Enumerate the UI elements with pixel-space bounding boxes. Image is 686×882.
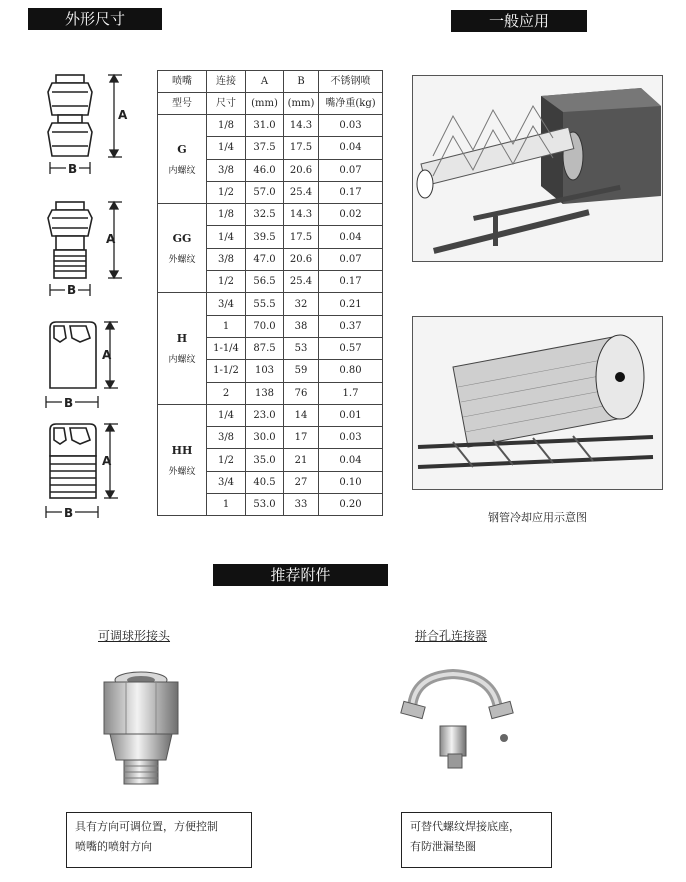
model-cell <box>158 115 207 204</box>
table-cell: 1 <box>207 315 246 337</box>
model-name: HH <box>171 443 193 457</box>
split-connector-image <box>398 668 523 778</box>
col-header: 不锈钢喷 <box>319 71 383 93</box>
table-cell: 1/4 <box>207 226 246 248</box>
table-cell: 138 <box>246 382 284 404</box>
accessories-header: 推荐附件 <box>213 564 388 586</box>
table-header-row-2 <box>158 93 383 115</box>
table-cell: 20.6 <box>284 248 319 270</box>
table-cell: 31.0 <box>246 115 284 137</box>
nozzle-h-drawing <box>38 318 128 418</box>
table-cell: 1.7 <box>319 382 383 404</box>
table-cell: 2 <box>207 382 246 404</box>
table-header-row-1 <box>158 71 383 93</box>
table-cell: 53 <box>284 337 319 359</box>
table-cell: 0.03 <box>319 427 383 449</box>
col-header: (mm) <box>284 93 319 115</box>
table-cell: 56.5 <box>246 271 284 293</box>
table-cell: 0.37 <box>319 315 383 337</box>
ball-joint-image <box>96 668 186 788</box>
nozzle-g-a-label: A <box>118 108 128 122</box>
table-cell: 70.0 <box>246 315 284 337</box>
table-cell: 1/4 <box>207 137 246 159</box>
table-cell: 40.5 <box>246 471 284 493</box>
table-cell: 0.17 <box>319 181 383 203</box>
table-cell: 1/2 <box>207 271 246 293</box>
model-name: H <box>176 332 188 346</box>
table-cell: 0.02 <box>319 204 383 226</box>
table-cell: 0.07 <box>319 159 383 181</box>
table-cell: 0.17 <box>319 271 383 293</box>
thread-type: 内螺纹 <box>168 165 196 176</box>
model-name: GG <box>172 231 192 245</box>
table-cell: 55.5 <box>246 293 284 315</box>
application-header: 一般应用 <box>451 10 587 32</box>
table-cell: 32.5 <box>246 204 284 226</box>
table-cell: 17 <box>284 427 319 449</box>
accessory-desc-line: 喷嘴的喷射方向 <box>75 840 152 853</box>
table-cell: 23.0 <box>246 404 284 426</box>
table-cell: 3/8 <box>207 427 246 449</box>
table-cell: 0.04 <box>319 449 383 471</box>
accessory-title-ball-joint: 可调球形接头 <box>98 629 171 643</box>
table-cell: 17.5 <box>284 137 319 159</box>
table-cell: 0.04 <box>319 226 383 248</box>
table-cell: 1/2 <box>207 181 246 203</box>
table-cell: 25.4 <box>284 181 319 203</box>
application-photo-bottom <box>412 316 663 490</box>
dimensions-header: 外形尺寸 <box>28 8 162 30</box>
nozzle-g-drawing <box>42 70 132 185</box>
accessory-desc-line: 可替代螺纹焊接底座， <box>410 820 520 833</box>
pipe-spray-illustration-2 <box>413 317 662 489</box>
table-cell: 46.0 <box>246 159 284 181</box>
table-cell: 76 <box>284 382 319 404</box>
table-cell: 59 <box>284 360 319 382</box>
table-cell: 38 <box>284 315 319 337</box>
table-cell: 14 <box>284 404 319 426</box>
model-name: G <box>177 142 187 156</box>
model-cell <box>158 293 207 404</box>
thread-type: 内螺纹 <box>168 355 196 366</box>
table-cell: 17.5 <box>284 226 319 248</box>
table-cell: 1/8 <box>207 204 246 226</box>
table-cell: 103 <box>246 360 284 382</box>
accessory-desc-ball-joint <box>66 812 252 868</box>
table-cell: 1/8 <box>207 115 246 137</box>
nozzle-gg-a-label: A <box>106 232 116 246</box>
table-cell: 3/8 <box>207 248 246 270</box>
table-cell: 20.6 <box>284 159 319 181</box>
table-cell: 0.21 <box>319 293 383 315</box>
nozzle-spec-table <box>157 70 383 516</box>
table-cell: 32 <box>284 293 319 315</box>
table-cell: 3/4 <box>207 471 246 493</box>
col-header: 型号 <box>158 93 207 115</box>
col-header: 连接 <box>207 71 246 93</box>
table-cell: 14.3 <box>284 115 319 137</box>
nozzle-hh-a-label: A <box>102 454 112 468</box>
col-header: A <box>246 71 284 93</box>
accessory-desc-line: 具有方向可调位置，方便控制 <box>75 820 218 833</box>
table-cell: 0.57 <box>319 337 383 359</box>
model-cell <box>158 204 207 293</box>
table-cell: 0.03 <box>319 115 383 137</box>
table-cell: 0.07 <box>319 248 383 270</box>
table-cell: 87.5 <box>246 337 284 359</box>
col-header: 喷嘴 <box>158 71 207 93</box>
table-cell: 35.0 <box>246 449 284 471</box>
table-cell: 57.0 <box>246 181 284 203</box>
nozzle-gg-b-label: B <box>67 283 77 297</box>
nozzle-hh-drawing <box>38 420 128 525</box>
table-cell: 1-1/4 <box>207 337 246 359</box>
table-cell: 25.4 <box>284 271 319 293</box>
table-cell: 14.3 <box>284 204 319 226</box>
col-header: B <box>284 71 319 93</box>
table-cell: 1 <box>207 494 246 516</box>
application-photo-top <box>412 75 663 262</box>
nozzle-h-b-label: B <box>64 396 74 410</box>
nozzle-hh-b-label: B <box>64 506 74 520</box>
nozzle-g-b-label: B <box>68 162 78 176</box>
col-header: (mm) <box>246 93 284 115</box>
table-cell: 3/8 <box>207 159 246 181</box>
model-cell <box>158 404 207 515</box>
thread-type: 外螺纹 <box>168 466 196 477</box>
accessory-desc-split-connector <box>401 812 552 868</box>
table-cell: 47.0 <box>246 248 284 270</box>
table-cell: 53.0 <box>246 494 284 516</box>
application-caption: 钢管冷却应用示意图 <box>488 511 587 524</box>
accessory-desc-line: 有防泄漏垫圈 <box>410 840 476 853</box>
table-cell: 39.5 <box>246 226 284 248</box>
col-header: 尺寸 <box>207 93 246 115</box>
table-row <box>158 293 383 315</box>
nozzle-gg-drawing <box>42 198 132 303</box>
pipe-spray-illustration-1 <box>413 76 662 261</box>
table-cell: 33 <box>284 494 319 516</box>
table-cell: 30.0 <box>246 427 284 449</box>
col-header: 嘴净重(kg) <box>319 93 383 115</box>
table-cell: 0.10 <box>319 471 383 493</box>
table-cell: 27 <box>284 471 319 493</box>
table-cell: 3/4 <box>207 293 246 315</box>
table-cell: 21 <box>284 449 319 471</box>
table-row <box>158 204 383 226</box>
table-cell: 0.80 <box>319 360 383 382</box>
table-cell: 0.04 <box>319 137 383 159</box>
table-row <box>158 404 383 426</box>
table-cell: 0.01 <box>319 404 383 426</box>
table-cell: 1/4 <box>207 404 246 426</box>
table-cell: 0.20 <box>319 494 383 516</box>
accessory-title-split-connector: 拼合孔连接器 <box>415 629 488 643</box>
nozzle-h-a-label: A <box>102 348 112 362</box>
thread-type: 外螺纹 <box>168 254 196 265</box>
table-cell: 1-1/2 <box>207 360 246 382</box>
table-cell: 1/2 <box>207 449 246 471</box>
table-row <box>158 115 383 137</box>
table-cell: 37.5 <box>246 137 284 159</box>
